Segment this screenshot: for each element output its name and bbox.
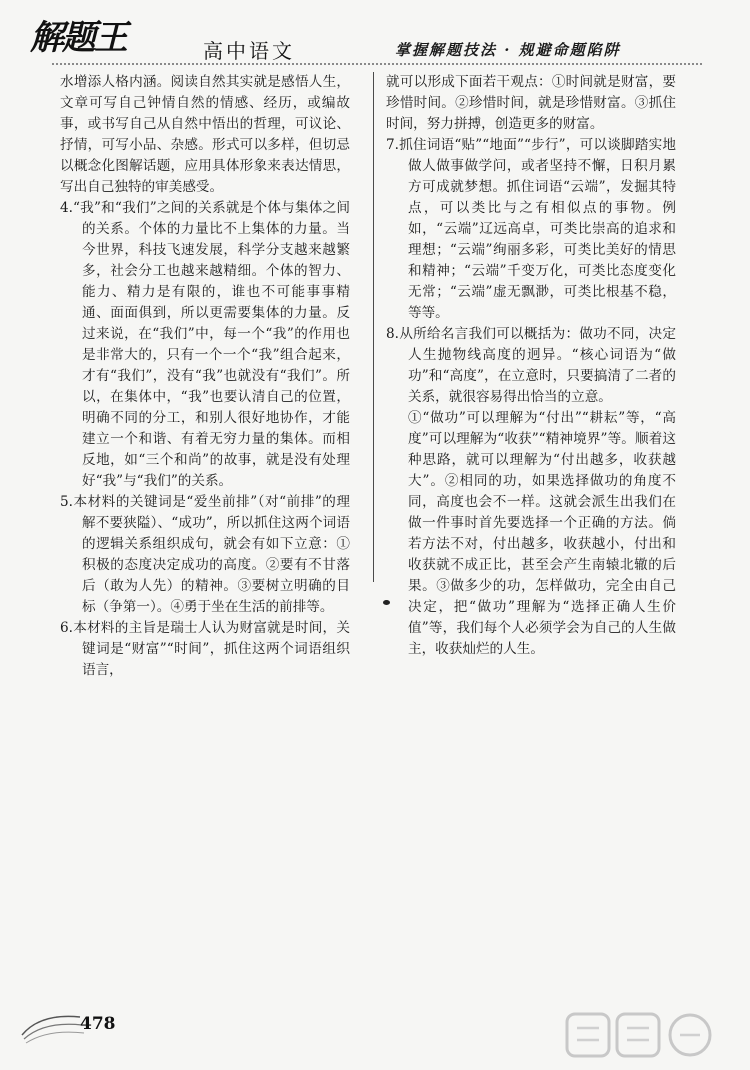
answer-item-8-body: [386, 408, 676, 660]
page-number: 478: [80, 1014, 116, 1034]
ink-dot: [383, 600, 390, 605]
answer-item-6-text: 6.本材料的主旨是瑞士人认为财富就是时间，关键词是“财富”“时间”，抓住这两个词语组织语言，: [60, 620, 350, 678]
answer-item-8-text: 8.从所给名言我们可以概括为：做功不同，决定人生抛物线高度的迥异。“核心词语为“做功”和“高度”，在立意时，只要搞清了二者的关系，就很容易得出恰当的立意。: [386, 326, 676, 405]
header-slogan: 掌握解题技法 · 规避命题陷阱: [395, 41, 621, 59]
answer-item-6-continued-text: 就可以形成下面若干观点：①时间就是财富，要珍惜时间。②珍惜时间，就是珍惜财富。③抓住时间，努力拼搏，创造更多的财富。: [386, 74, 676, 132]
answer-item-5-text: 5.本材料的关键词是“爱坐前排”（对“前排”的理解不要狭隘）、“成功”，所以抓住这两个词语的逻辑关系组织成句，就会有如下立意：①积极的态度决定成功的高度。②要有不甘落后（敢为人先）的精神。③要树立明确的目标（争第一）。④勇于坐在生活的前排等。: [60, 494, 350, 615]
answer-item-4-text: 4.“我”和“我们”之间的关系就是个体与集体之间的关系。个体的力量比不上集体的力量。当今世界，科技飞速发展，科学分支越来越繁多，社会分工也越来越精细。个体的智力、能力、精力是有限的，谁也不可能事事精通、面面俱到，所以更需要集体的力量。反过来说，在“我们”中，每一个“我”的作用也是非常大的，只有一个一个“我”组合起来，才有“我们”，没有“我”也就没有“我们”。所以，在集体中，“我”也要认清自己的位置，明确不同的分工，和别人很好地协作，才能建立一个和谐、有着无穷力量的集体。而相反地，如“三个和尚”的故事，就是没有处理好“我”与“我们”的关系。: [60, 200, 350, 489]
answer-item-7-text: 7.抓住词语“贴”“地面”“步行”，可以谈脚踏实地做人做事做学问，或者坚持不懈，日积月累方可成就梦想。抓住词语“云端”，发掘其特点，可以类比与之有相似点的事物。例如，“云端”辽远高卓，可类比崇高的追求和理想；“云端”绚丽多彩，可类比美好的情思和精神；“云端”千变万化，可类比态度变化无常；“云端”虚无飘渺，可类比根基不稳，等等。: [386, 137, 676, 321]
answer-item-4: [60, 198, 350, 492]
column-divider: [373, 72, 374, 582]
answer-item-8-body-text: ①“做功”可以理解为“付出”“耕耘”等，“高度”可以理解为“收获”“精神境界”等。顺着这种思路，就可以理解为“付出越多，收获越大”。②相同的功，如果选择做功的角度不同，高度也会不一样。这就会派生出我们在做一件事时首先要选择一个正确的方法。倘若方法不对，付出越多，收获越小，付出和收获就不成正比，甚至会产生南辕北辙的后果。③做多少的功，怎样做功，完全由自己决定，把“做功”理解为“选择正确人生价值”等，我们每个人必须学会为自己的人生做主，收获灿烂的人生。: [408, 410, 676, 657]
subject-title: 高中语文: [203, 39, 295, 63]
answer-item-7: [386, 135, 676, 324]
header-rule: [52, 63, 702, 65]
answer-item-6-continued: [386, 72, 676, 135]
answer-item-8: [386, 324, 676, 408]
answer-item-6: [60, 618, 350, 681]
right-column: [386, 72, 676, 660]
left-column: [60, 72, 350, 681]
brand-logo: 解题王: [30, 18, 126, 58]
intro-text: 水增添人格内涵。阅读自然其实就是感悟人生，文章可写自己钟情自然的情感、经历，或编故事，或书写自己从自然中悟出的哲理，可议论、抒情，可写小品、杂感。形式可以多样，但切忌以概念化图解话题，应用具体形象来表达情思，写出自己独特的审美感受。: [60, 74, 350, 195]
intro-paragraph: [60, 72, 350, 198]
page-header: [0, 0, 750, 70]
watermark-logo-icon: [565, 1010, 735, 1065]
answer-item-5: [60, 492, 350, 618]
